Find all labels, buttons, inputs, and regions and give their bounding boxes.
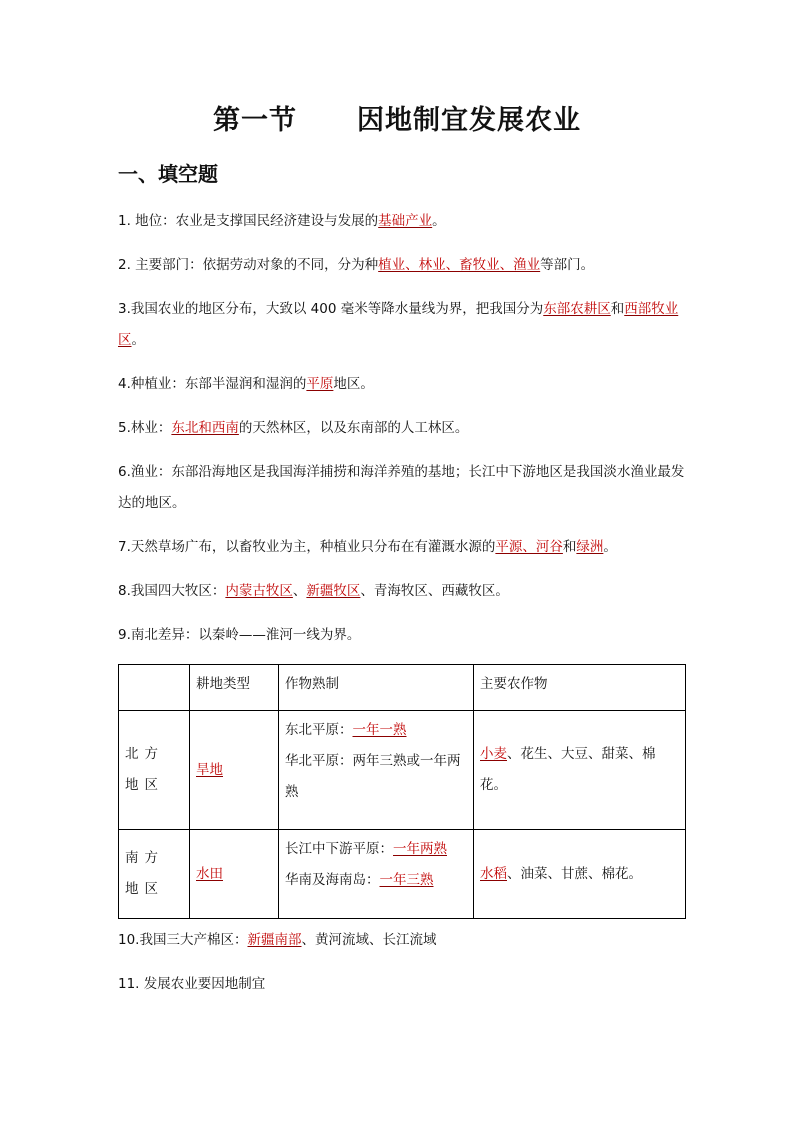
cropping-line: 华北平原：两年三熟或一年两熟 [285, 753, 461, 800]
question-10 [118, 925, 686, 956]
answer-blank: 一年三熟 [379, 872, 434, 888]
question-text: 4.种植业：东部半湿润和湿润的 [118, 376, 307, 392]
question-5 [118, 413, 686, 444]
land-type-cell [190, 830, 279, 919]
title-topic: 因地制宜发展农业 [357, 105, 581, 136]
table-header-cell: 耕地类型 [190, 665, 279, 711]
land-type-cell [190, 711, 279, 830]
table-header-cell: 作物熟制 [279, 665, 474, 711]
question-text: 、黄河流域、长江流域 [301, 932, 437, 948]
question-text: 等部门。 [540, 257, 595, 273]
question-text: 和 [610, 301, 625, 317]
cropping-cell [279, 711, 474, 830]
question-7 [118, 532, 686, 563]
answer-blank: 基础产业 [378, 213, 433, 229]
question-text: 7.天然草场广布，以畜牧业为主，种植业只分布在有灌溉水源的 [118, 539, 496, 555]
answer-blank: 平原 [306, 376, 334, 392]
question-text: 1. 地位：农业是支撑国民经济建设与发展的 [118, 213, 379, 229]
region-label: 北方地区 [125, 746, 164, 793]
cropping-line [285, 865, 467, 896]
question-text: 5.林业： [118, 420, 172, 436]
question-8 [118, 576, 686, 607]
question-text: 地区。 [333, 376, 374, 392]
table-header-cell [119, 665, 190, 711]
cropping-line [285, 715, 467, 746]
question-text: 、青海牧区、西藏牧区。 [360, 583, 509, 599]
answer-blank: 水稻 [480, 865, 507, 882]
answer-blank: 一年两熟 [393, 841, 447, 857]
main-crops-text: 、油菜、甘蔗、棉花。 [507, 865, 642, 882]
question-3 [118, 294, 686, 356]
cropping-line [285, 834, 467, 865]
question-2 [118, 250, 686, 281]
question-text: 3.我国农业的地区分布，大致以 400 毫米等降水量线为界，把我国分为 [118, 301, 544, 317]
answer-blank: 西部牧业区 [118, 301, 679, 348]
question-text: 10.我国三大产棉区： [118, 932, 248, 948]
answer-blank: 一年一熟 [352, 722, 407, 738]
answer-blank: 东北和西南 [171, 420, 239, 436]
question-11: 11. 发展农业要因地制宜 [118, 976, 266, 992]
main-crops-text: 、花生、大豆、甜菜、棉花。 [480, 746, 656, 793]
answer-blank: 东部农耕区 [543, 301, 611, 317]
question-text: 、 [292, 583, 307, 599]
region-label: 南方地区 [125, 850, 164, 897]
question-text: 的天然林区，以及东南部的人工林区。 [238, 420, 469, 436]
main-crops-cell [474, 711, 686, 830]
page-title [0, 98, 794, 137]
answer-blank: 植业、林业、畜牧业、渔业 [378, 257, 541, 273]
section-heading: 一、填空题 [118, 162, 218, 186]
question-text: 。 [432, 213, 446, 229]
question-4 [118, 369, 686, 400]
question-6: 6.渔业：东部沿海地区是我国海洋捕捞和海洋养殖的基地；长江中下游地区是我国淡水渔业最发达的地区。 [118, 464, 685, 511]
cropping-text: 长江中下游平原： [285, 841, 393, 857]
question-text: 和 [562, 539, 577, 555]
question-text: 2. 主要部门：依据劳动对象的不同，分为种 [118, 257, 379, 273]
cropping-text: 华南及海南岛： [285, 872, 380, 888]
answer-blank: 水田 [196, 865, 223, 882]
title-section-number: 第一节 [213, 105, 297, 136]
question-text: 。 [603, 539, 617, 555]
cropping-text: 东北平原： [285, 722, 353, 738]
cropping-cell [279, 830, 474, 919]
answer-blank: 新疆南部 [247, 932, 302, 948]
answer-blank: 内蒙古牧区 [225, 583, 293, 599]
answer-blank: 小麦 [480, 746, 507, 762]
answer-blank: 新疆牧区 [306, 583, 361, 599]
question-1 [118, 206, 686, 237]
table-row [119, 830, 686, 919]
region-cell [119, 711, 190, 830]
question-text: 。 [131, 332, 145, 348]
north-south-table [118, 664, 686, 919]
main-crops-cell [474, 830, 686, 919]
question-9: 9.南北差异：以秦岭——淮河一线为界。 [118, 627, 361, 643]
question-list [118, 206, 686, 1013]
table-header-row [119, 665, 686, 711]
answer-blank: 绿洲 [576, 539, 604, 555]
table-row [119, 711, 686, 830]
answer-blank: 旱地 [196, 761, 223, 778]
answer-blank: 平源、河谷 [495, 539, 563, 555]
question-text: 8.我国四大牧区： [118, 583, 226, 599]
table-header-cell: 主要农作物 [474, 665, 686, 711]
region-cell [119, 830, 190, 919]
